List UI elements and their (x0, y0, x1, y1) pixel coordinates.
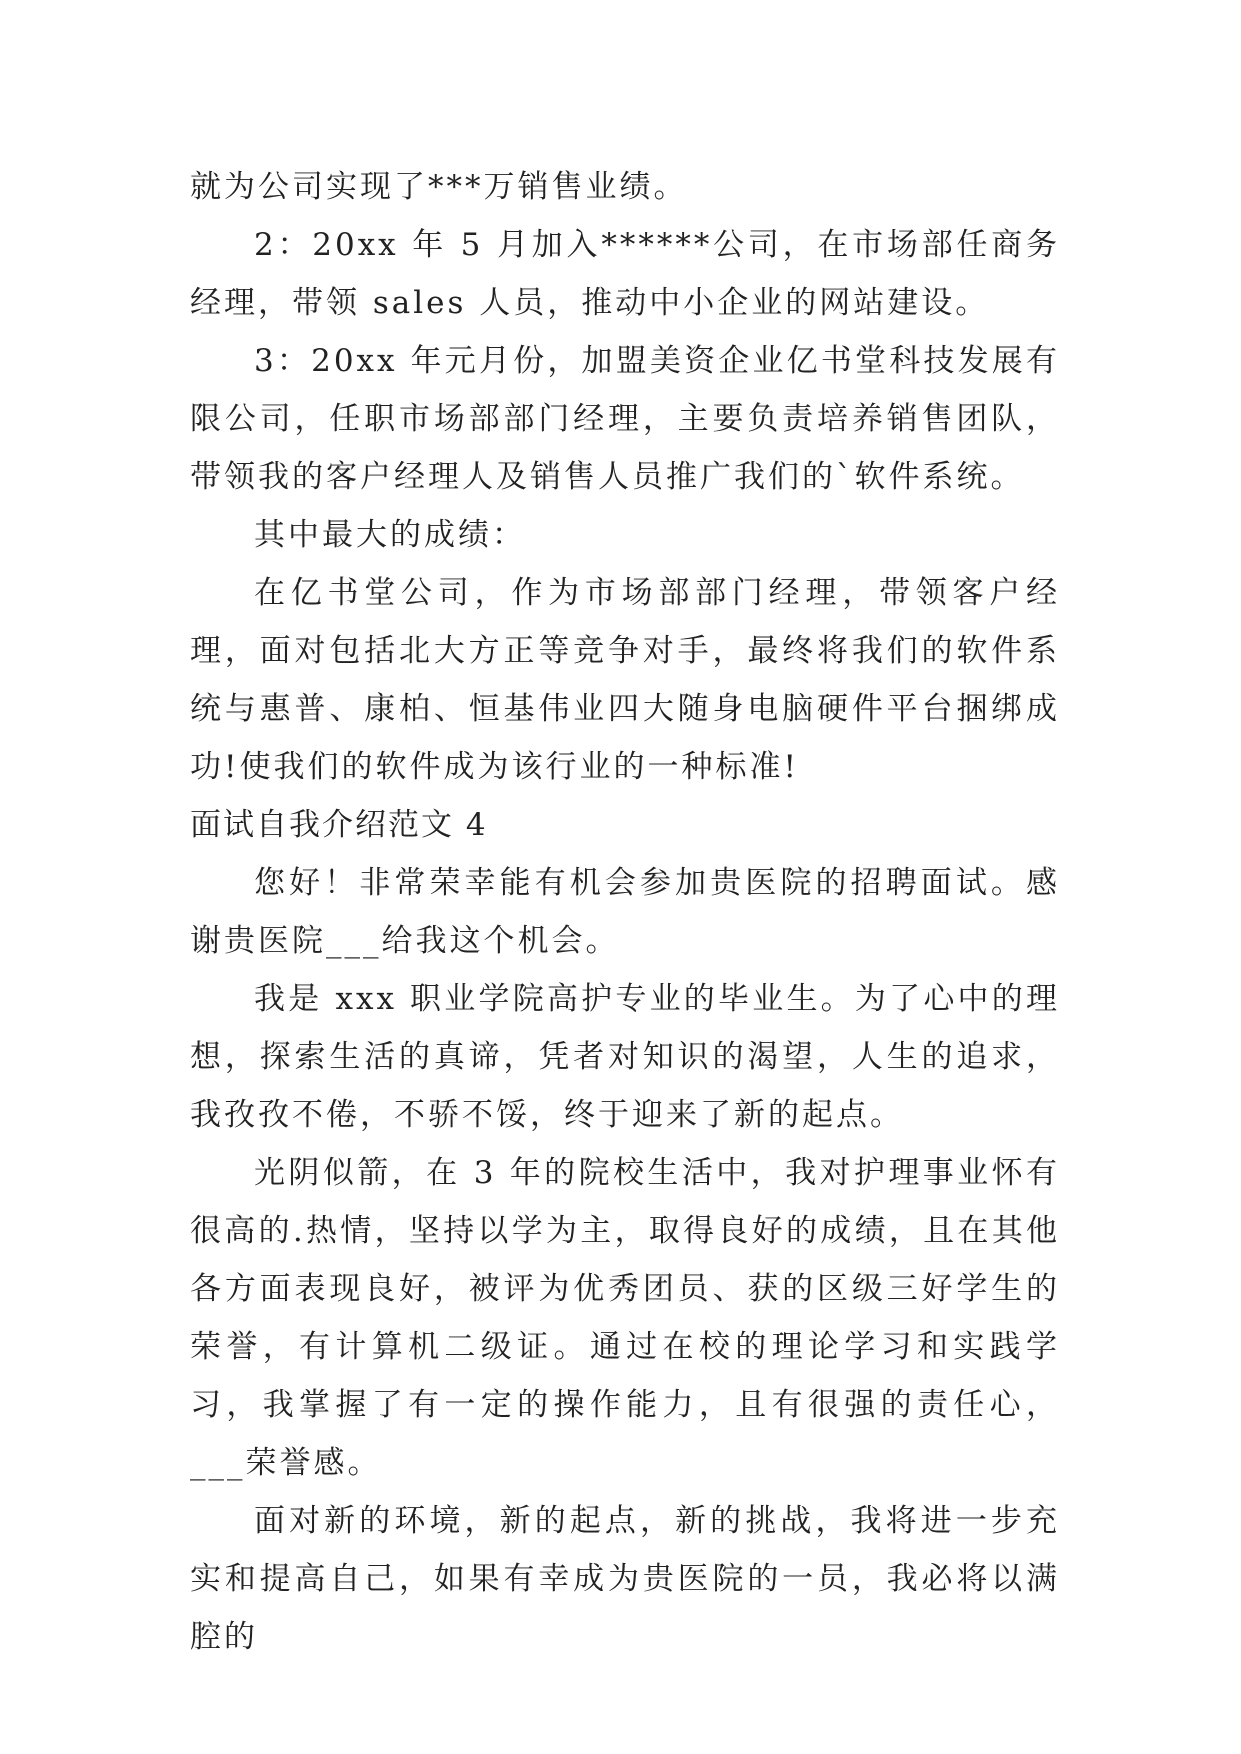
paragraph-school-life: 光阴似箭，在 3 年的院校生活中，我对护理事业怀有很高的.热情，坚持以学为主，取得良好的成绩，且在其他各方面表现良好，被评为优秀团员、获的区级三好学生的荣誉，有计算机二级证。通过在校的理论学习和实践学习，我掌握了有一定的操作能力，且有很强的责任心，___荣誉感。 (190, 1155, 1060, 1481)
paragraph-experience-2: 2：20xx 年 5 月加入******公司，在市场部任商务经理，带领 sales 人员，推动中小企业的网站建设。 (190, 227, 1060, 321)
paragraph-greeting: 您好！非常荣幸能有机会参加贵医院的招聘面试。感谢贵医院___给我这个机会。 (190, 865, 1060, 959)
paragraph-experience-3: 3：20xx 年元月份，加盟美资企业亿书堂科技发展有限公司，任职市场部部门经理，主要负责培养销售团队，带领我的客户经理人及销售人员推广我们的`软件系统。 (190, 343, 1060, 495)
paragraph-achievement-intro: 其中最大的成绩： (254, 517, 526, 553)
paragraph-sales-result: 就为公司实现了***万销售业绩。 (190, 169, 688, 205)
paragraph-achievement: 在亿书堂公司，作为市场部部门经理，带领客户经理，面对包括北大方正等竞争对手，最终将我们的软件系统与惠普、康柏、恒基伟业四大随身电脑硬件平台捆绑成功!使我们的软件成为该行业的一种标准! (190, 575, 1060, 785)
paragraph-self-intro: 我是 xxx 职业学院高护专业的毕业生。为了心中的理想，探索生活的真谛，凭者对知识的渴望，人生的追求，我孜孜不倦，不骄不馁，终于迎来了新的起点。 (190, 981, 1060, 1133)
section-heading: 面试自我介绍范文 4 (190, 807, 488, 843)
document-body (190, 158, 1060, 1666)
paragraph-future: 面对新的环境，新的起点，新的挑战，我将进一步充实和提高自己，如果有幸成为贵医院的一员，我必将以满腔的 (190, 1503, 1060, 1655)
